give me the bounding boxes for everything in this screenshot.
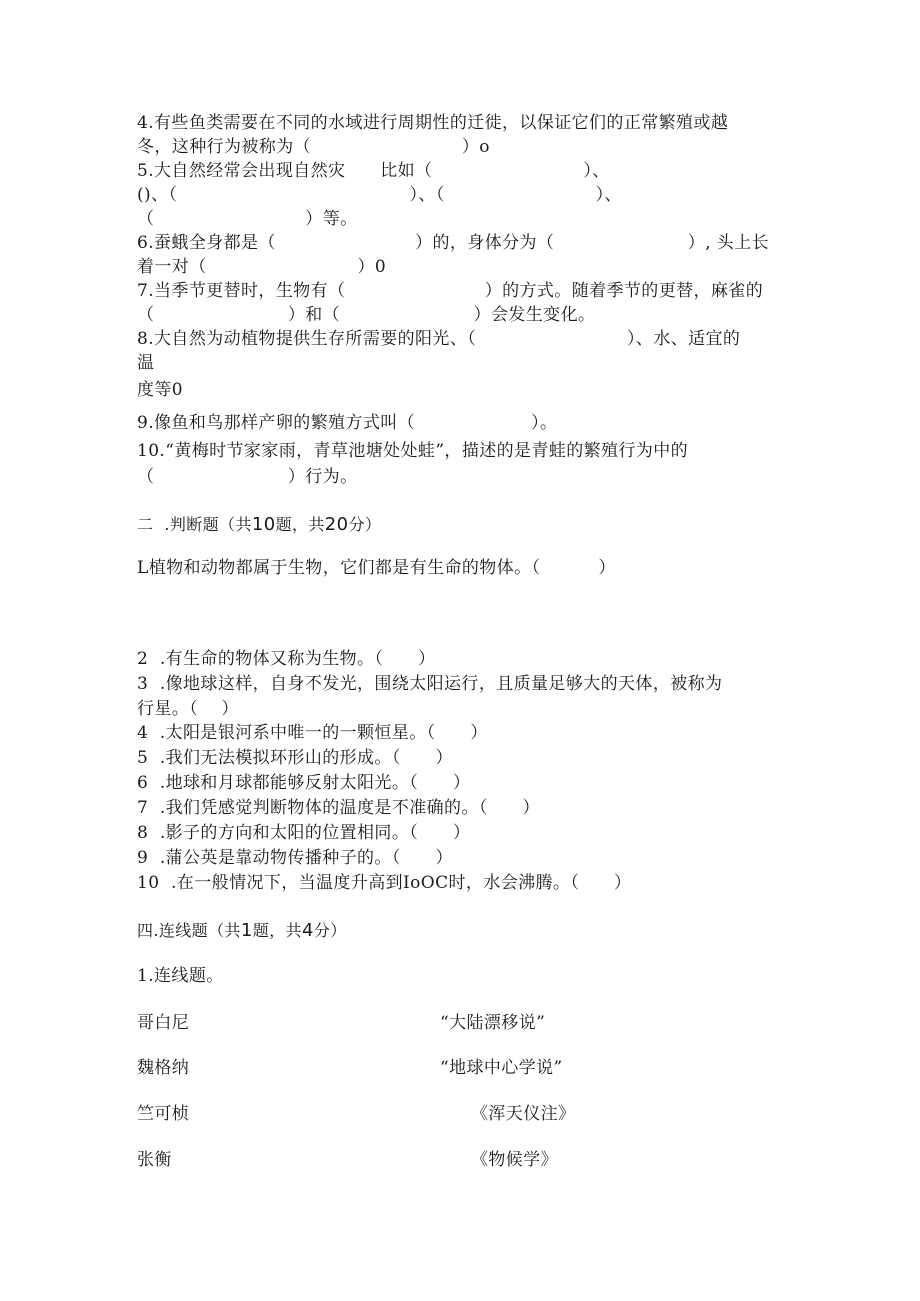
match-heading-count: 1 <box>240 920 253 941</box>
judge-q3-line2: 行星。（ ） <box>137 699 239 719</box>
judge-heading-suffix: 分） <box>348 515 382 534</box>
match-section-heading <box>137 919 347 943</box>
judge-heading-prefix: 二 .判断题（共 <box>137 515 252 534</box>
fill-q7-line2: （ ）和（ ）会发生变化。 <box>137 305 596 325</box>
judge-q5: 5 .我们无法模拟环形山的形成。（ ） <box>137 748 453 768</box>
judge-q4: 4 .太阳是银河系中唯一的一颗恒星。（ ） <box>137 723 488 743</box>
fill-q7-line1: 7.当季节更替时，生物有（ ）的方式。随着季节的更替，麻雀的 <box>137 281 764 301</box>
fill-q4-line2: 冬，这种行为被称为（ ）o <box>137 137 490 157</box>
fill-q10-line1: 10.“黄梅时节家家雨，青草池塘处处蛙”，描述的是青蛙的繁殖行为中的 <box>137 441 689 461</box>
fill-q4-line1: 4.有些鱼类需要在不同的水域进行周期性的迁徙，以保证它们的正常繁殖或越 <box>137 113 729 133</box>
match-heading-mid: 题，共 <box>252 921 302 940</box>
fill-q5-line1: 5.大自然经常会出现自然灾 比如（ ）、 <box>137 161 610 181</box>
judge-q8: 8 .影子的方向和太阳的位置相同。（ ） <box>137 823 471 843</box>
match-heading-score: 4 <box>301 920 314 941</box>
fill-q10-line2: （ ）行为。 <box>137 467 358 487</box>
judge-heading-score: 20 <box>324 514 349 535</box>
match-right-item: 《浑天仪注》 <box>471 1104 576 1124</box>
judge-q2: 2 .有生命的物体又称为生物。（ ） <box>137 649 436 669</box>
judge-q10: 10 .在一般情况下，当温度升高到IoOC时，水会沸腾。（ ） <box>137 873 632 893</box>
judge-heading-count: 10 <box>251 514 276 535</box>
match-left-item: 竺可桢 <box>137 1104 190 1124</box>
match-right-item: 《物候学》 <box>471 1150 558 1170</box>
match-heading-suffix: 分） <box>313 921 347 940</box>
fill-q6-line1: 6.蚕蛾全身都是（ ）的，身体分为（ ）, 头上长 <box>137 233 770 253</box>
fill-q8-line2: 温 <box>137 353 155 373</box>
fill-q5-line3: （ ）等。 <box>137 209 358 229</box>
judge-heading-mid: 题，共 <box>275 515 325 534</box>
match-left-item: 张衡 <box>137 1150 172 1170</box>
match-heading-prefix: 四.连线题（共 <box>137 921 241 940</box>
fill-q9-line1: 9.像鱼和鸟那样产卵的繁殖方式叫（ ）。 <box>137 413 558 433</box>
match-left-item: 哥白尼 <box>137 1013 190 1033</box>
fill-q5-line2: ()、（ ）、（ ）、 <box>137 185 622 205</box>
match-left-item: 魏格纳 <box>137 1058 190 1078</box>
match-right-item: “地球中心学说” <box>440 1058 563 1078</box>
fill-q8-line1: 8.大自然为动植物提供生存所需要的阳光、（ ）、水、适宜的 <box>137 329 741 349</box>
fill-q6-line2: 着一对（ ）0 <box>137 257 387 277</box>
judge-q3-line1: 3 .像地球这样，自身不发光，围绕太阳运行，且质量足够大的天体，被称为 <box>137 674 723 694</box>
judge-q7: 7 .我们凭感觉判断物体的温度是不准确的。（ ） <box>137 798 540 818</box>
fill-q8-line3: 度等0 <box>137 380 184 400</box>
judge-q9: 9 .蒲公英是靠动物传播种子的。（ ） <box>137 848 453 868</box>
judge-section-heading <box>137 513 381 537</box>
match-q1: 1.连线题。 <box>137 966 224 986</box>
match-right-item: “大陆漂移说” <box>440 1013 546 1033</box>
judge-q1: L植物和动物都属于生物，它们都是有生命的物体。（ ） <box>137 558 616 578</box>
judge-q6: 6 .地球和月球都能够反射太阳光。（ ） <box>137 773 471 793</box>
